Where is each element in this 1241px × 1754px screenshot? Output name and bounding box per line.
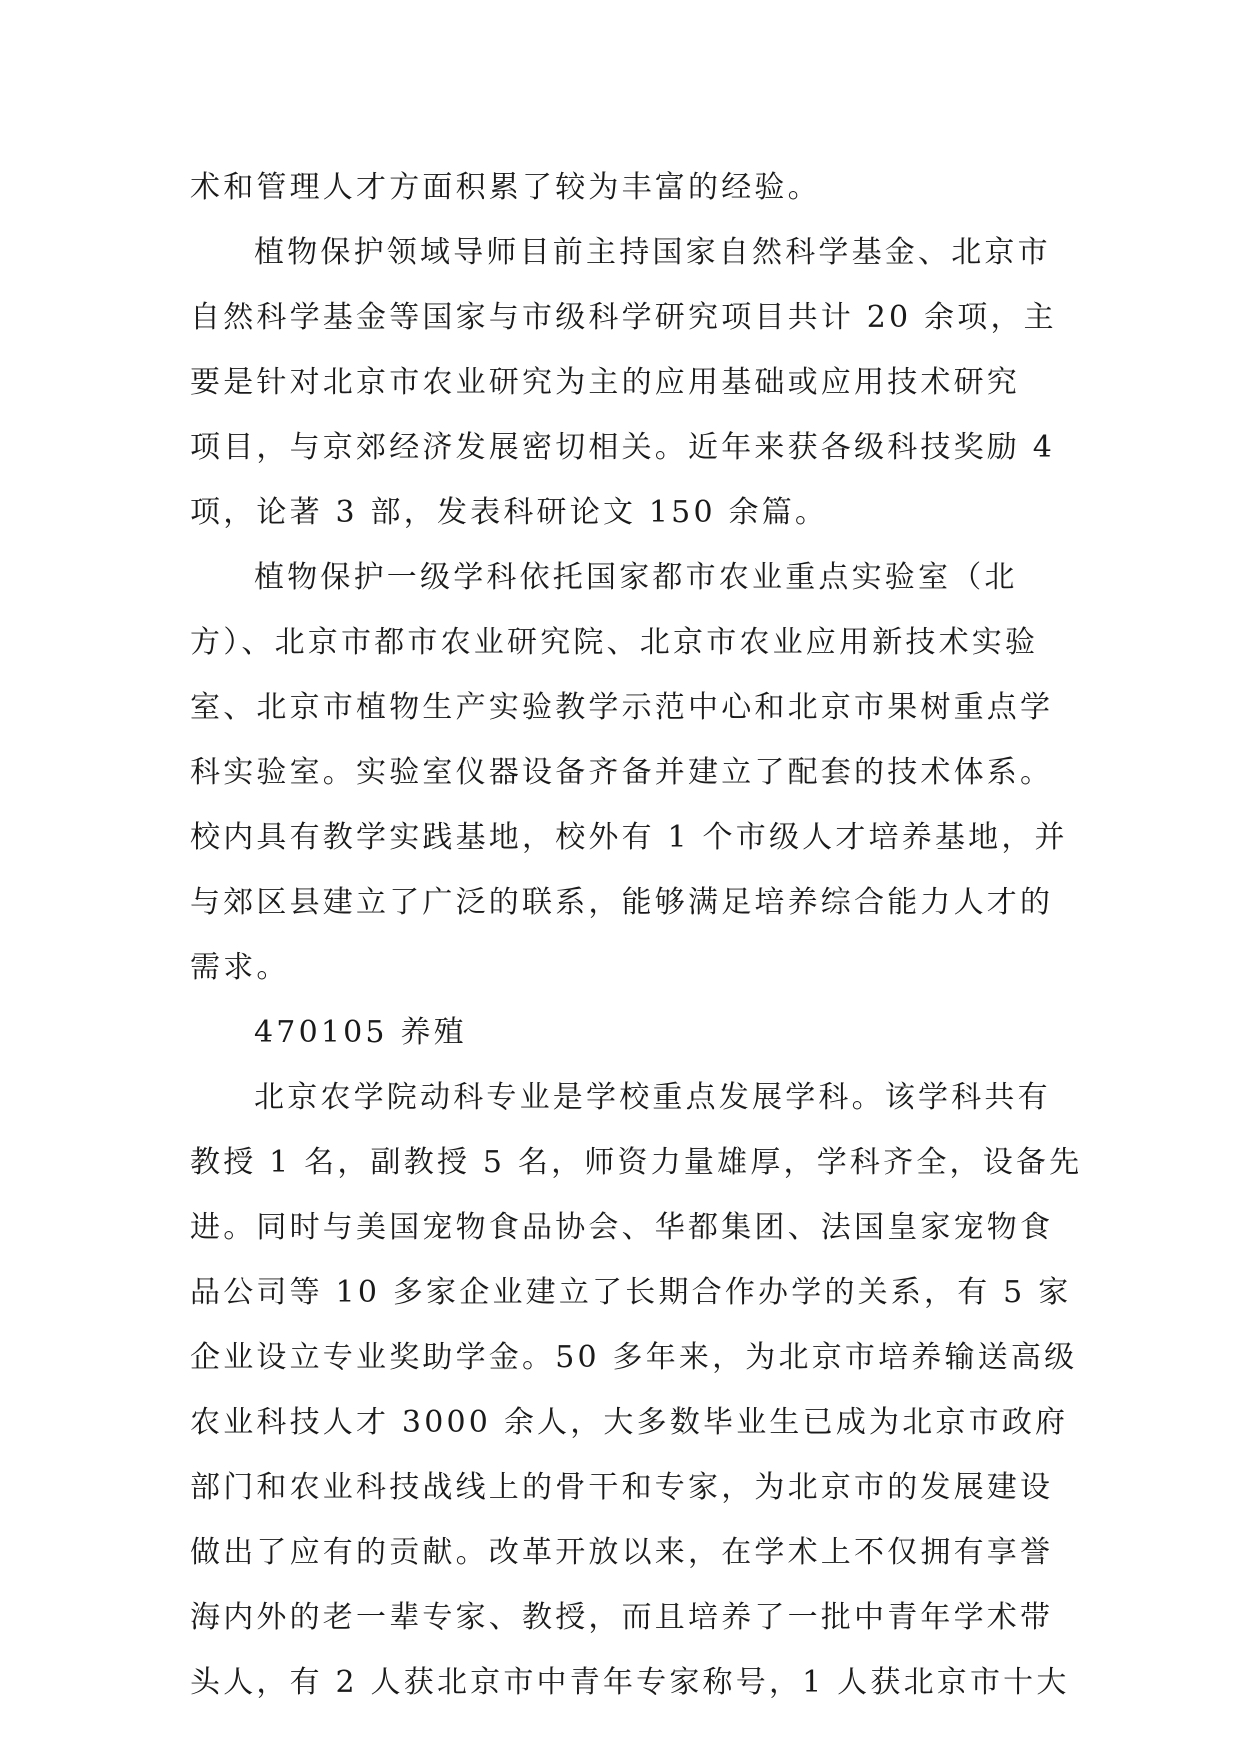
text-line: 室、北京市植物生产实验教学示范中心和北京市果树重点学 [190,690,1054,725]
text-line: 植物保护领域导师目前主持国家自然科学基金、北京市 [254,235,1051,270]
text-line: 农业科技人才 3000 余人，大多数毕业生已成为北京市政府 [190,1405,1069,1440]
text-line: 海内外的老一辈专家、教授，而且培养了一批中青年学术带 [190,1600,1054,1635]
text-line: 头人，有 2 人获北京市中青年专家称号，1 人获北京市十大 [190,1665,1070,1700]
text-line: 术和管理人才方面积累了较为丰富的经验。 [190,170,821,205]
text-line: 要是针对北京市农业研究为主的应用基础或应用技术研究 [190,365,1020,400]
text-line: 项目，与京郊经济发展密切相关。近年来获各级科技奖励 4 [190,430,1056,465]
text-line: 项，论著 3 部，发表科研论文 150 余篇。 [190,495,829,530]
text-line: 教授 1 名，副教授 5 名，师资力量雄厚，学科齐全，设备先 [190,1145,1083,1180]
text-line: 与郊区县建立了广泛的联系，能够满足培养综合能力人才的 [190,885,1054,920]
text-line: 校内具有教学实践基地，校外有 1 个市级人才培养基地，并 [190,820,1068,855]
text-line: 植物保护一级学科依托国家都市农业重点实验室（北 [254,560,1018,595]
text-line: 做出了应有的贡献。改革开放以来，在学术上不仅拥有享誉 [190,1535,1054,1570]
text-line: 科实验室。实验室仪器设备齐备并建立了配套的技术体系。 [190,755,1054,790]
text-line: 自然科学基金等国家与市级科学研究项目共计 20 余项，主 [190,300,1057,335]
text-line: 需求。 [190,950,290,985]
text-line: 方）、北京市都市农业研究院、北京市农业应用新技术实验 [190,625,1039,660]
text-line: 进。同时与美国宠物食品协会、华都集团、法国皇家宠物食 [190,1210,1054,1245]
section-heading: 470105 养殖 [254,1015,467,1050]
text-line: 企业设立专业奖助学金。50 多年来，为北京市培养输送高级 [190,1340,1078,1375]
text-line: 北京农学院动科专业是学校重点发展学科。该学科共有 [254,1080,1051,1115]
text-line: 部门和农业科技战线上的骨干和专家，为北京市的发展建设 [190,1470,1054,1505]
text-line: 品公司等 10 多家企业建立了长期合作办学的关系，有 5 家 [190,1275,1072,1310]
